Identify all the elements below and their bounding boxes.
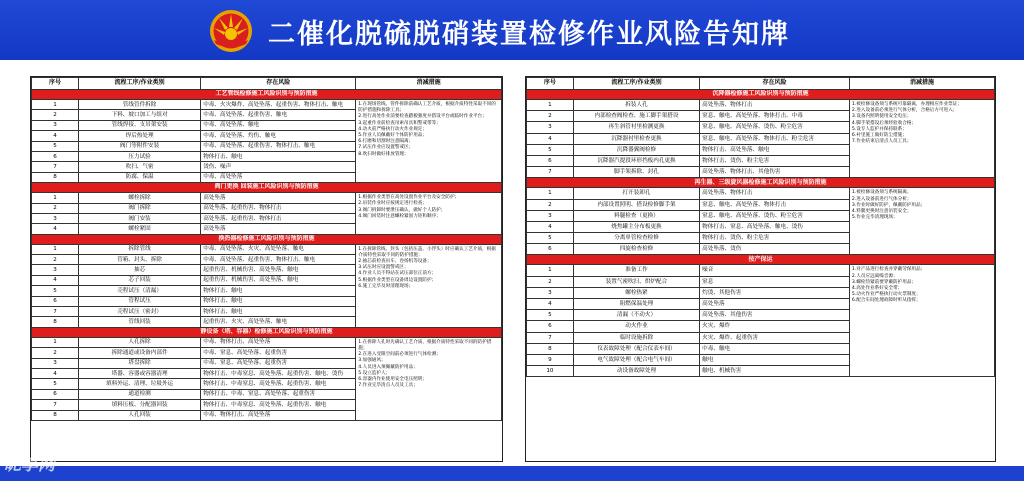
- row-number: 1: [32, 193, 79, 203]
- table-row: [32, 100, 502, 110]
- process-step: 螺栓紧固: [79, 224, 201, 234]
- risk-list: 物体打击、触电: [201, 286, 356, 296]
- section-header-row: [32, 183, 502, 193]
- process-step: 通道检测: [79, 389, 201, 399]
- table-header-row: [32, 78, 502, 90]
- row-number: 1: [32, 337, 79, 347]
- risk-list: 物体打击、烫伤、粉尘危害: [700, 155, 850, 166]
- measure-line: 5.设专人监护并保持联系；: [851, 126, 907, 132]
- risk-list: 物体打击、窒息、高处坠落、触电、烫伤: [700, 221, 850, 232]
- row-number: 5: [527, 144, 574, 155]
- mitigation-measures: [849, 188, 994, 255]
- measure-line: 2.进入设备前进行气体分析；: [851, 196, 912, 202]
- risk-list: 中毒、窒息、高处坠落、起重伤害: [201, 358, 356, 368]
- row-number: 5: [527, 310, 574, 321]
- process-step: 管线回装: [79, 317, 201, 327]
- measure-line: 7.作业结束后清点人员工具；: [851, 139, 912, 145]
- row-number: 10: [527, 366, 574, 377]
- process-step: 下料、坡口加工与组对: [79, 110, 201, 120]
- row-number: 4: [527, 221, 574, 232]
- measure-line: 4.高处作业系好安全带；: [851, 286, 903, 291]
- row-number: 2: [527, 199, 574, 210]
- risk-list: 中毒、火灾爆炸、高处坠落、起重伤害、物体打击、触电: [201, 100, 356, 110]
- measure-line: 5.动火作业严格执行动火票制度；: [851, 292, 921, 298]
- risk-list: 高处坠落、其他伤害: [700, 310, 850, 321]
- risk-list: 中毒、触电: [700, 343, 850, 354]
- process-step: 脚手架拆除、封孔: [573, 167, 699, 178]
- row-number: 6: [32, 389, 79, 399]
- process-step: 塔盘拆除: [79, 358, 201, 368]
- left-risk-table: [30, 76, 503, 462]
- measure-line: 7.试压作业应设置警戒区；: [358, 145, 414, 151]
- risk-list: 物体打击、中毒窒息、高处坠落、起重伤害、触电: [201, 379, 356, 389]
- risk-list: 窒息、触电、高处坠落、烫伤、粉尘危害: [700, 122, 850, 133]
- measure-line: 2.进行高处作业前要检查踏板强度并搭设平台或临时作业平台；: [358, 114, 487, 120]
- risk-list: 高处坠落、物体打击: [700, 100, 850, 111]
- row-number: 2: [527, 111, 574, 122]
- row-number: 1: [32, 244, 79, 254]
- process-step: 人孔回装: [79, 410, 201, 420]
- row-number: 3: [32, 265, 79, 275]
- header-cell: 消减措施: [849, 78, 994, 90]
- risk-list: 窒息、触电、高处坠落、物体打击、中毒: [700, 111, 850, 122]
- process-step: 压力试验: [79, 151, 201, 161]
- risk-list: 高处坠落: [201, 224, 356, 234]
- risk-list: 高处坠落: [201, 193, 356, 203]
- process-step: 沉降器汽提段环形挡板内孔更换: [573, 155, 699, 166]
- section-header-row: [32, 90, 502, 100]
- table-row: [527, 100, 995, 111]
- row-number: 5: [527, 233, 574, 244]
- row-number: 9: [527, 354, 574, 365]
- row-number: 3: [527, 287, 574, 298]
- measure-line: 2.在进入受限空间前必须进行气体检测；: [358, 352, 441, 358]
- header-cell: 流程工序/作业类别: [79, 78, 201, 90]
- row-number: 1: [527, 188, 574, 199]
- process-step: 拆除通道或设备内部件: [79, 348, 201, 358]
- process-step: 焊后热处理: [79, 131, 201, 141]
- section-title: 静设备（塔、容器）检修施工风险识别与预防措施: [32, 327, 502, 337]
- row-number: 8: [32, 410, 79, 420]
- measure-line: 3.阀门拆卸时要泄压确认，做好个人防护；: [358, 207, 446, 213]
- process-step: 仪表故障处理（配合仪表车间）: [573, 343, 699, 354]
- table-row: [527, 188, 995, 199]
- risk-list: 高处坠落、起重伤害、物体打击: [201, 203, 356, 213]
- measure-line: 1.对产品进行检查并穿戴劳保用品；: [851, 267, 926, 273]
- process-step: 内部设置照明、搭设检修脚手架: [573, 199, 699, 210]
- process-step: 管箱、封头、拆除: [79, 255, 201, 265]
- process-step: 动设备故障处理: [573, 366, 699, 377]
- row-number: 2: [32, 255, 79, 265]
- measure-line: 5.作业完毕清理现场；: [851, 215, 898, 221]
- section-header-row: [527, 178, 995, 188]
- mitigation-measures: [356, 337, 502, 420]
- row-number: 7: [32, 162, 79, 172]
- footer-bar: [0, 466, 1024, 481]
- risk-list: 高处坠落、物体打击: [700, 188, 850, 199]
- section-title: 工艺管线检修施工风险识别与预防措施: [32, 90, 502, 100]
- section-title: 再生器、三级旋风器检修施工风险识别与预防措施: [527, 178, 995, 188]
- watermark-logo: 昵享网: [4, 455, 55, 475]
- risk-list: 起重伤害、机械伤害、高处坠落、触电: [201, 275, 356, 285]
- measure-line: 6.打磨和切割时注意隔离；: [358, 139, 414, 145]
- process-step: 吹扫、气密: [79, 162, 201, 172]
- measure-line: 5.作业人员佩戴好个体防护用品；: [358, 132, 427, 138]
- risk-table: [526, 77, 995, 377]
- process-step: 料腿检查（更换）: [573, 210, 699, 221]
- row-number: 2: [32, 348, 79, 358]
- risk-list: 中毒、高处坠落、灼伤、触电: [201, 131, 356, 141]
- measure-line: 2.人员应远离噪音源；: [851, 273, 898, 279]
- row-number: 1: [527, 100, 574, 111]
- risk-list: 中毒、物体打击、高处坠落: [201, 337, 356, 347]
- measure-line: 6.容器内作业使用安全电压照明；: [358, 376, 427, 382]
- measure-line: 7.作业完毕清点人员及工具；: [358, 383, 418, 389]
- risk-list: 烫伤、噪声: [201, 162, 356, 172]
- process-step: 沉降器衬里检查更换: [573, 133, 699, 144]
- measure-line: 2.吊装作业时应按规定进行检查；: [358, 201, 427, 207]
- header-cell: 存在风险: [700, 78, 850, 90]
- table-row: [32, 244, 502, 254]
- table-row: [32, 193, 502, 203]
- section-header-row: [527, 90, 995, 100]
- risk-list: 中毒、高处坠落、起重伤害、物体打击、触电: [201, 141, 356, 151]
- mitigation-measures: [356, 244, 502, 327]
- section-header-row: [32, 327, 502, 337]
- process-step: 人孔拆除: [79, 337, 201, 347]
- risk-list: 中毒、高处坠落、火灾、高处坠落、触电: [201, 244, 356, 254]
- row-number: 4: [32, 224, 79, 234]
- header-cell: 消减措施: [356, 78, 502, 90]
- section-header-row: [527, 255, 995, 265]
- row-number: 2: [527, 276, 574, 287]
- row-number: 7: [527, 332, 574, 343]
- measure-line: 4.脚手架搭设后须经验收合格；: [851, 120, 917, 126]
- process-step: 打开装卸孔: [573, 188, 699, 199]
- row-number: 5: [32, 379, 79, 389]
- measure-line: 4.人员进入须佩戴防护用品；: [358, 364, 418, 370]
- process-step: 临时设施拆除: [573, 332, 699, 343]
- header-banner: [0, 0, 1024, 60]
- risk-list: 窒息: [700, 276, 850, 287]
- risk-list: 物体打击、触电: [201, 296, 356, 306]
- measure-line: 8.吹扫时做好排放管理；: [358, 151, 409, 157]
- row-number: 6: [527, 244, 574, 255]
- row-number: 6: [527, 155, 574, 166]
- measure-line: 6.施工完毕及时清理现场；: [358, 283, 414, 289]
- measure-line: 1.在拆除人孔时先确认工艺介质，根据介质特性采取不同的防护措施；: [358, 339, 492, 351]
- process-step: 内部检查阀检查、施工脚手架搭设: [573, 111, 699, 122]
- mitigation-measures: [849, 265, 994, 377]
- row-number: 5: [32, 141, 79, 151]
- risk-list: 触电、机械伤害: [700, 366, 850, 377]
- watermark-id: ID:31549843001: [816, 452, 909, 463]
- measure-line: 1.被检修设备须与系统可靠隔离，办理相应作业票证；: [851, 102, 962, 107]
- process-step: 管线焊接、支吊架安装: [79, 120, 201, 130]
- row-number: 3: [527, 122, 574, 133]
- process-step: 装置气密吹扫、烘炉配合: [573, 276, 699, 287]
- process-step: 管程试压: [79, 296, 201, 306]
- process-step: 分离单管检查检修: [573, 233, 699, 244]
- risk-list: 高处坠落、物体打击、其他伤害: [700, 167, 850, 178]
- risk-table: [31, 77, 502, 421]
- table-header-row: [527, 78, 995, 90]
- row-number: 6: [527, 321, 574, 332]
- row-number: 5: [32, 286, 79, 296]
- process-step: 芯子回装: [79, 275, 201, 285]
- measure-line: 1.在拆除管线、封头（包括压盖、小浮头）时应确认工艺介质，根据介质特性采取不同的防护措施；: [358, 246, 496, 258]
- risk-list: 高处坠落: [700, 299, 850, 310]
- row-number: 4: [527, 133, 574, 144]
- risk-list: 起重伤害、火灾、高处坠落、触电: [201, 317, 356, 327]
- measure-line: 3.起重作业前检查吊索吊具和警戒带等；: [358, 120, 441, 126]
- row-number: 6: [32, 296, 79, 306]
- header-cell: 存在风险: [201, 78, 356, 90]
- process-step: 四旋检查检修: [573, 244, 699, 255]
- risk-list: 物体打击、高处坠落、触电: [700, 144, 850, 155]
- risk-list: 物体打击、烫伤、粉尘危害: [700, 233, 850, 244]
- process-step: 电气故障处理（配合电气车间）: [573, 354, 699, 365]
- header-cell: 序号: [527, 78, 574, 90]
- measure-line: 1.根据作业类型在高处设置作业平台及安全防护；: [358, 195, 460, 201]
- measure-line: 3.加强通风；: [358, 358, 386, 364]
- row-number: 6: [32, 151, 79, 161]
- row-number: 3: [32, 358, 79, 368]
- measure-line: 5.根据作业类型在设备周边设置防护；: [358, 277, 437, 283]
- header-cell: 序号: [32, 78, 79, 90]
- row-number: 4: [32, 368, 79, 378]
- process-step: 再生斜管衬里检测更换: [573, 122, 699, 133]
- process-step: 动火作业: [573, 321, 699, 332]
- row-number: 4: [32, 131, 79, 141]
- section-title: 换热器检修施工风险识别与预防措施: [32, 234, 502, 244]
- section-title: 阀门更换 回装施工风险识别与预防措施: [32, 183, 502, 193]
- process-step: 沉降器翼阀检修: [573, 144, 699, 155]
- risk-list: 中毒、窒息、高处坠落、起重伤害: [201, 348, 356, 358]
- measure-line: 6.配合车间处理故障时听从指挥；: [851, 298, 921, 304]
- risk-list: 窒息、触电、高处坠落、物体打击、粉尘危害: [700, 133, 850, 144]
- measure-line: 3.试压时应设置警戒区；: [358, 265, 409, 271]
- row-number: 7: [527, 167, 574, 178]
- process-step: 阀门拆除: [79, 203, 201, 213]
- company-logo-icon: [208, 9, 254, 53]
- process-step: 清漏（不动火）: [573, 310, 699, 321]
- measure-line: 2.抽芯前检查吊车、卷扬机等设备；: [358, 259, 432, 265]
- risk-list: 窒息、触电、高处坠落、烫伤、粉尘危害: [700, 210, 850, 221]
- risk-list: 物体打击、中毒、窒息、高处坠落、起重伤害: [201, 389, 356, 399]
- row-number: 1: [32, 100, 79, 110]
- process-step: 防腐、保温: [79, 172, 201, 182]
- risk-list: 火灾、爆炸、起重伤害: [700, 332, 850, 343]
- process-step: 阀门等附件安装: [79, 141, 201, 151]
- process-step: 螺栓热紧: [573, 287, 699, 298]
- process-step: 管线管件拆除: [79, 100, 201, 110]
- risk-list: 火灾、爆炸: [700, 321, 850, 332]
- risk-list: 中毒、高处坠落: [201, 172, 356, 182]
- risk-list: 中毒、物体打击、高处坠落: [201, 410, 356, 420]
- section-title: 沉降器检修施工风险识别与预防措施: [527, 90, 995, 100]
- process-step: 准备工作: [573, 265, 699, 276]
- process-step: 螺栓拆除: [79, 193, 201, 203]
- row-number: 4: [32, 275, 79, 285]
- measure-line: 3.设备内照明使用安全电压；: [851, 114, 912, 120]
- mitigation-measures: [849, 100, 994, 178]
- row-number: 3: [32, 213, 79, 223]
- section-header-row: [32, 234, 502, 244]
- section-title: 按产保运: [527, 255, 995, 265]
- process-step: 壳程试压（密封）: [79, 307, 201, 317]
- row-number: 8: [32, 317, 79, 327]
- measure-line: 4.动火前严格执行动火作业规定；: [358, 126, 427, 132]
- table-row: [32, 337, 502, 347]
- process-step: 阻燃保温处理: [573, 299, 699, 310]
- risk-list: 噪音: [700, 265, 850, 276]
- right-risk-table: [525, 76, 996, 462]
- mitigation-measures: [356, 193, 502, 235]
- risk-list: 物体打击、中毒窒息、高处坠落、起重伤害、触电: [201, 400, 356, 410]
- row-number: 3: [32, 120, 79, 130]
- mitigation-measures: [356, 100, 502, 183]
- risk-list: 起重伤害、机械伤害、高处坠落、触电: [201, 265, 356, 275]
- row-number: 2: [32, 110, 79, 120]
- measure-line: 1.在现场管线、管件拆除前确认工艺介质，根据介质特性采取不同的防护措施和拆除工具；: [358, 102, 496, 114]
- risk-list: 窒息、触电、高处坠落、物体打击: [700, 199, 850, 210]
- row-number: 7: [32, 307, 79, 317]
- header-cell: 流程工序/作业类别: [573, 78, 699, 90]
- risk-list: 中毒、高处坠落、触电: [201, 120, 356, 130]
- process-step: 壳程试压（清漏）: [79, 286, 201, 296]
- row-number: 1: [527, 265, 574, 276]
- row-number: 7: [32, 400, 79, 410]
- risk-list: 物体打击、中毒窒息、高处坠落、起重伤害、触电、烫伤: [201, 368, 356, 378]
- measure-line: 4.作业人员不得站在试压部位正前方；: [358, 271, 437, 277]
- measure-line: 3.螺栓热紧前要穿戴防护用品；: [851, 279, 917, 285]
- measure-line: 5.设立监护人；: [358, 370, 391, 376]
- risk-list: 中毒、高处坠落、起重伤害、触电: [201, 110, 356, 120]
- risk-list: 物体打击、触电: [201, 151, 356, 161]
- measure-line: 2.进入设备前必须进行气体分析，合格后方可进入；: [851, 108, 958, 114]
- measure-line: 6.衬里施工做好防尘措施；: [851, 132, 907, 138]
- page-title: 二催化脱硫脱硝装置检修作业风险告知牌: [268, 19, 790, 50]
- measure-line: 4.阀门回装时注意螺栓紧固力矩和顺序；: [358, 213, 441, 219]
- risk-list: 触电: [700, 354, 850, 365]
- row-number: 3: [527, 210, 574, 221]
- process-step: 塔器、容器或容器清理: [79, 368, 201, 378]
- process-step: 抽芯: [79, 265, 201, 275]
- process-step: 填料压板、分配器回装: [79, 400, 201, 410]
- process-step: 填料外运、清理、垃圾外运: [79, 379, 201, 389]
- measure-line: 4.料腿更换时注意吊装安全；: [851, 208, 912, 214]
- risk-list: 高处坠落、烫伤: [700, 244, 850, 255]
- measure-line: 1.被检修设备须与系统隔离；: [851, 190, 912, 196]
- process-step: 拆除管线: [79, 244, 201, 254]
- process-step: 阀门安装: [79, 213, 201, 223]
- row-number: 8: [527, 343, 574, 354]
- risk-list: 高处坠落、起重伤害、物体打击: [201, 213, 356, 223]
- risk-list: 灼烫、其他伤害: [700, 287, 850, 298]
- risk-list: 中毒、高处坠落、起重伤害、物体打击、触电: [201, 255, 356, 265]
- row-number: 4: [527, 299, 574, 310]
- measure-line: 3.作业时做好防护，佩戴防护用品；: [851, 202, 926, 208]
- row-number: 8: [32, 172, 79, 182]
- process-step: 拆装人孔: [573, 100, 699, 111]
- risk-list: 物体打击、触电: [201, 307, 356, 317]
- row-number: 2: [32, 203, 79, 213]
- process-step: 烧焦罐主分布板更换: [573, 221, 699, 232]
- table-row: [527, 265, 995, 276]
